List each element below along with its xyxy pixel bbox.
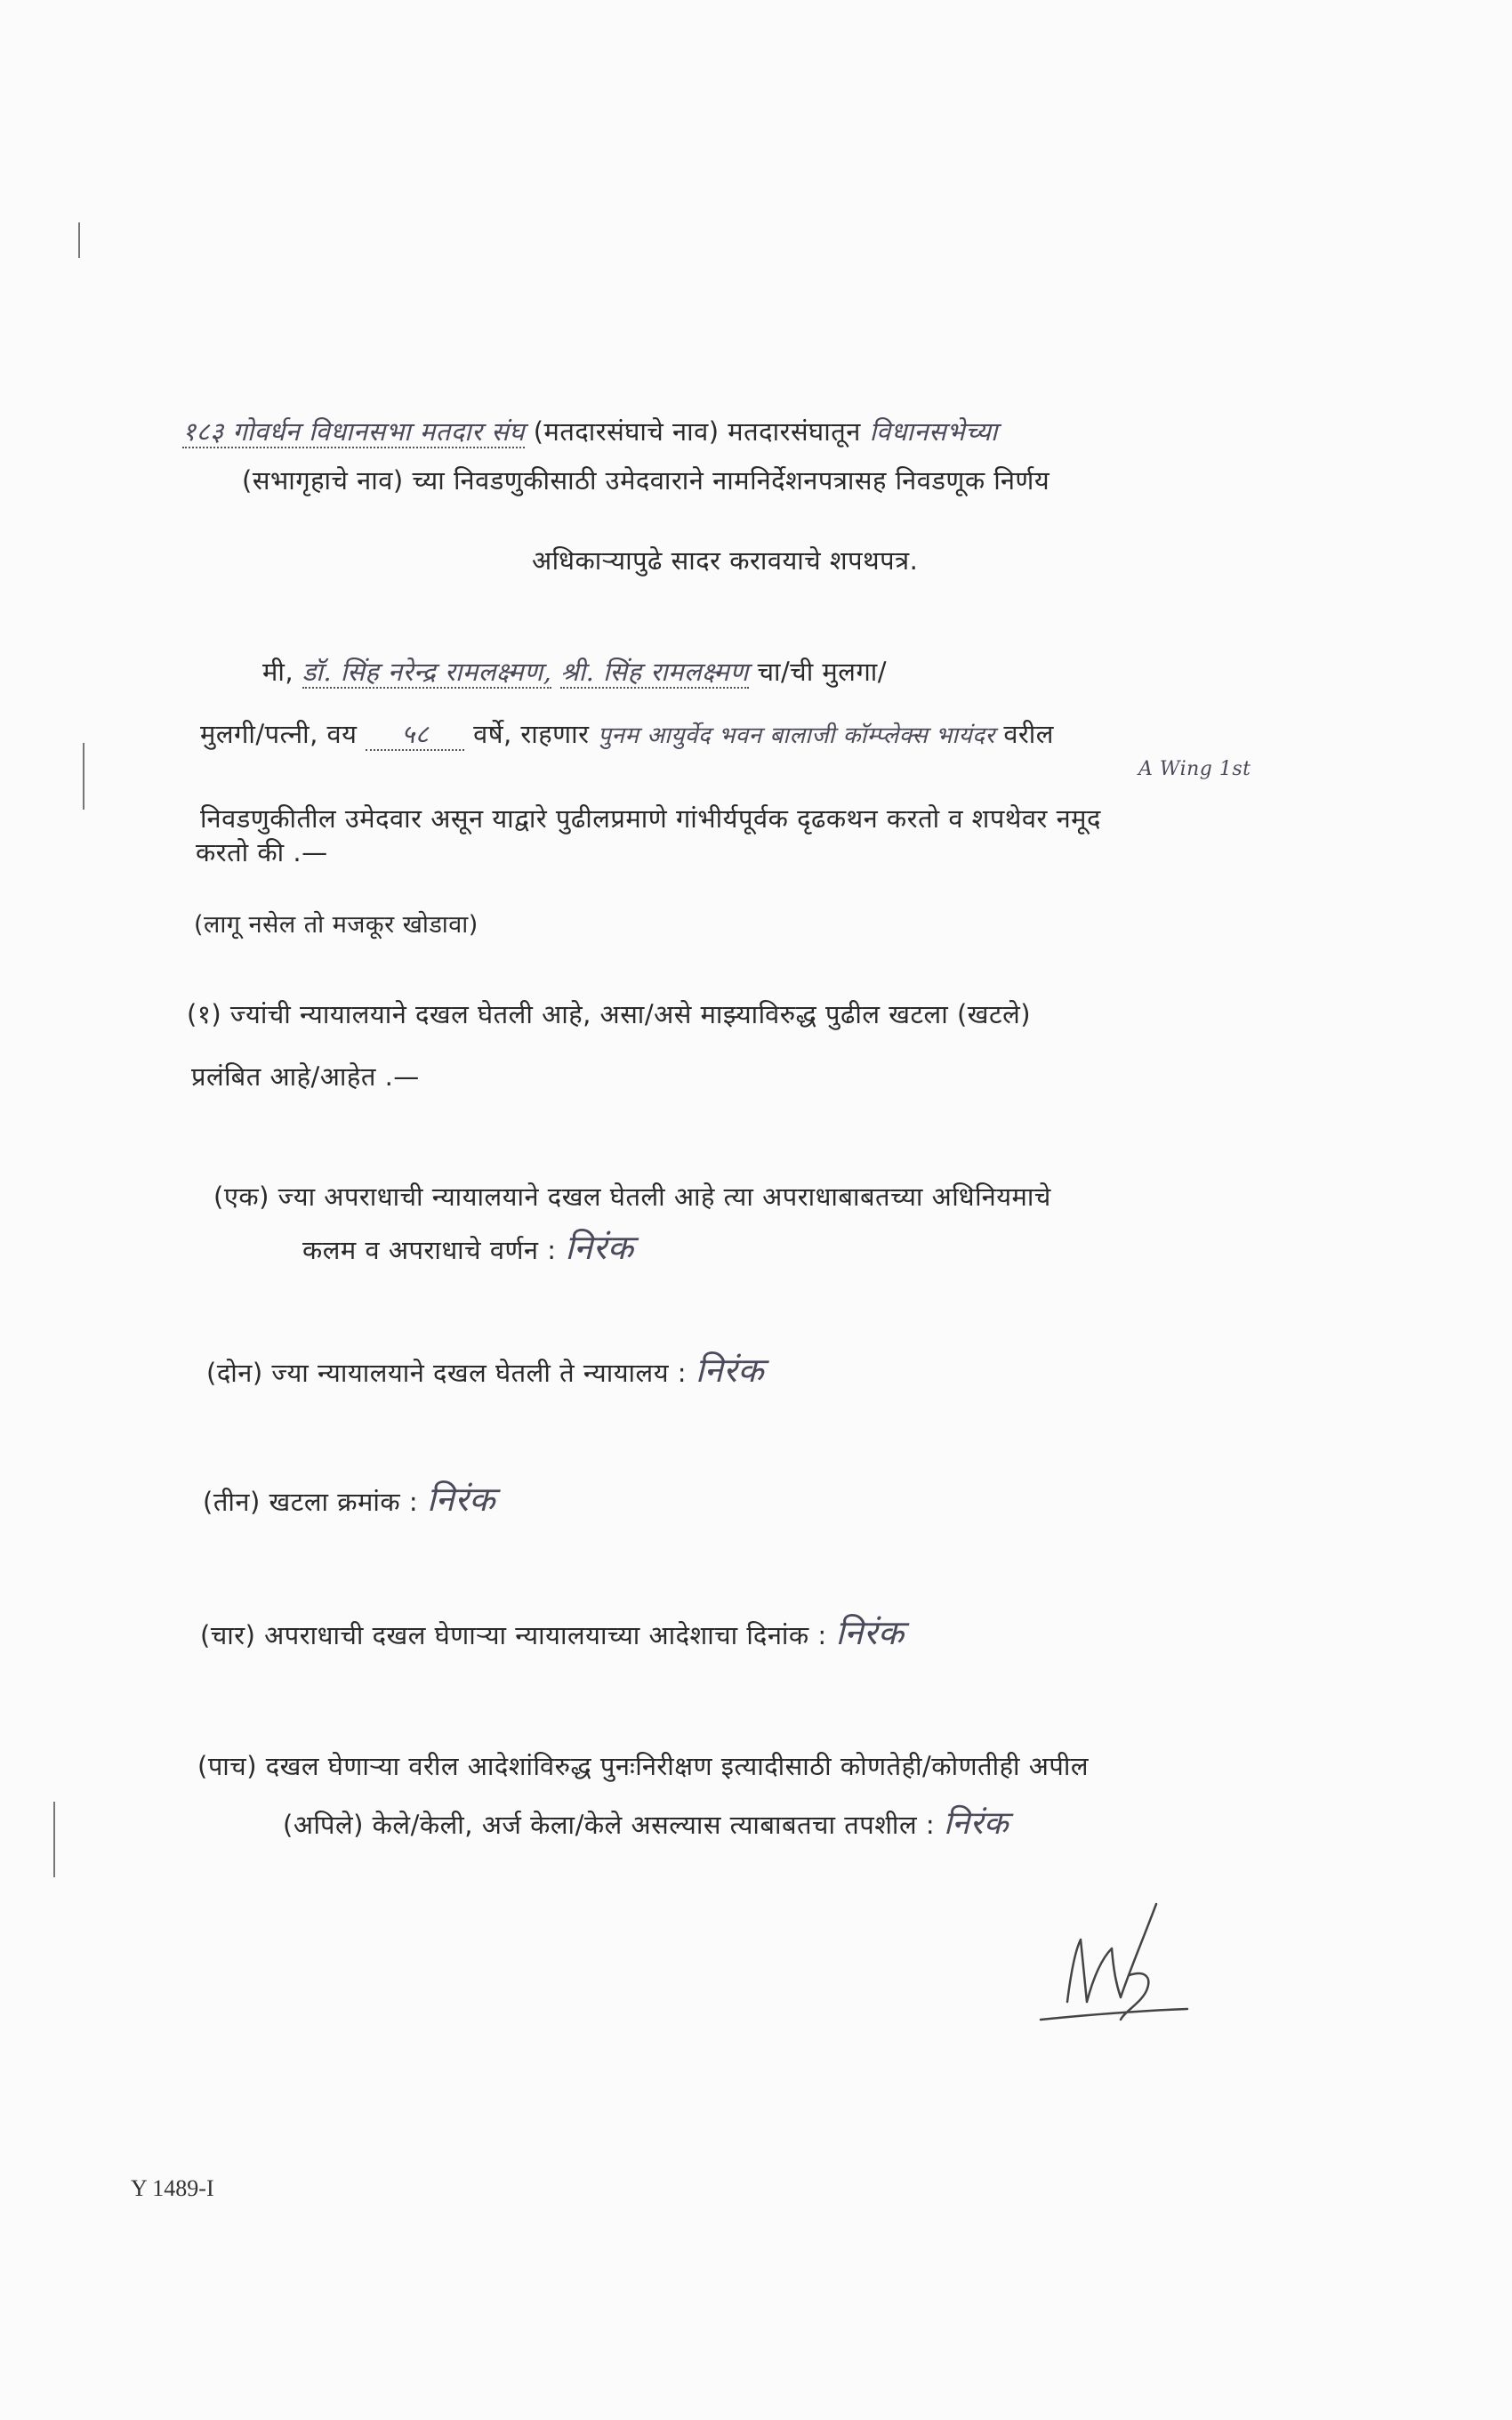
section1-line-1: (१) ज्यांची न्यायालयाने दखल घेतली आहे, असा/असे माझ्याविरुद्ध पुढील खटला (खटले) bbox=[187, 999, 1032, 1029]
header-line-2: (सभागृहाचे नाव) च्या निवडणुकीसाठी उमेदवाराने नामनिर्देशनपत्रासह निवडणूक निर्णय bbox=[242, 465, 1050, 496]
form-code: Y 1489-I bbox=[131, 2175, 214, 2201]
header-line-3: अधिकाऱ्यापुढे सादर करावयाचे शपथपत्र. bbox=[532, 545, 919, 576]
strike-note: (लागू नसेल तो मजकूर खोडावा) bbox=[194, 911, 479, 939]
item-ek-line-2 bbox=[302, 1230, 633, 1268]
item-teen-value-handwritten: निरंक bbox=[426, 1480, 495, 1519]
item-don-value-handwritten: निरंक bbox=[695, 1351, 764, 1390]
oath-line-3: निवडणुकीतील उमेदवार असून याद्वारे पुढीलप्रमाणे गांभीर्यपूर्वक दृढकथन करतो व शपथेवर नमूद bbox=[200, 803, 1101, 834]
relation-text: चा/ची मुलगा/ bbox=[757, 657, 888, 687]
house-name-handwritten: विधानसभेच्या bbox=[869, 416, 998, 447]
address-extra-handwritten: A Wing 1st bbox=[1138, 758, 1251, 780]
item-char-label: (चार) अपराधाची दखल घेणाऱ्या न्यायालयाच्या आदेशाचा दिनांक : bbox=[200, 1620, 827, 1650]
years-text: वर्षे, राहणार bbox=[473, 719, 590, 749]
item-char-value-handwritten: निरंक bbox=[835, 1613, 905, 1652]
item-ek-line-1: (एक) ज्या अपराधाची न्यायालयाने दखल घेतली आहे त्या अपराधाबाबतच्या अधिनियमाचे bbox=[213, 1182, 1051, 1212]
item-pach-line-2 bbox=[283, 1806, 1009, 1843]
father-name-handwritten: श्री. सिंह रामलक्ष्मण bbox=[560, 657, 749, 687]
address-handwritten: पुनम आयुर्वेद भवन बालाजी कॉम्प्लेक्स भायंदर bbox=[598, 722, 995, 749]
header-line-1 bbox=[182, 414, 998, 449]
oath-line-4: करतो की .— bbox=[196, 837, 328, 867]
item-ek-value-handwritten: निरंक bbox=[565, 1228, 634, 1267]
candidate-name-handwritten: डॉ. सिंह नरेन्द्र रामलक्ष्मण, bbox=[302, 657, 552, 687]
relation-text-2: मुलगी/पत्नी, वय bbox=[200, 719, 358, 749]
oath-mi: मी, bbox=[262, 657, 294, 687]
punch-mark-top bbox=[78, 222, 80, 258]
item-pach-value-handwritten: निरंक bbox=[943, 1805, 1009, 1842]
item-pach-label: (अपिले) केले/केली, अर्ज केला/केले असल्यास त्याबाबतचा तपशील : bbox=[283, 1810, 936, 1840]
above-text: वरील bbox=[1003, 719, 1054, 749]
candidate-signature bbox=[1032, 1886, 1201, 2046]
age-handwritten: ५८ bbox=[366, 719, 464, 751]
oath-line-1 bbox=[262, 654, 887, 690]
constituency-name-handwritten: १८३ गोवर्धन विधानसभा मतदार संघ bbox=[182, 416, 525, 447]
item-don bbox=[206, 1352, 764, 1391]
oath-line-2 bbox=[200, 716, 1054, 754]
item-char bbox=[200, 1615, 905, 1653]
punch-mark-lower bbox=[53, 1802, 55, 1877]
header-line-1-text: (मतदारसंघाचे नाव) मतदारसंघातून bbox=[533, 416, 861, 447]
punch-mark-upper bbox=[83, 743, 84, 810]
item-ek-label: कलम व अपराधाचे वर्णन : bbox=[302, 1235, 557, 1265]
item-don-label: (दोन) ज्या न्यायालयाने दखल घेतली ते न्यायालय : bbox=[206, 1358, 688, 1388]
item-teen-label: (तीन) खटला क्रमांक : bbox=[203, 1487, 419, 1517]
item-pach-line-1: (पाच) दखल घेणाऱ्या वरील आदेशांविरुद्ध पुनःनिरीक्षण इत्यादीसाठी कोणतेही/कोणतीही अपील bbox=[197, 1751, 1090, 1781]
item-teen bbox=[203, 1481, 495, 1520]
section1-line-2: प्रलंबित आहे/आहेत .— bbox=[191, 1061, 420, 1092]
